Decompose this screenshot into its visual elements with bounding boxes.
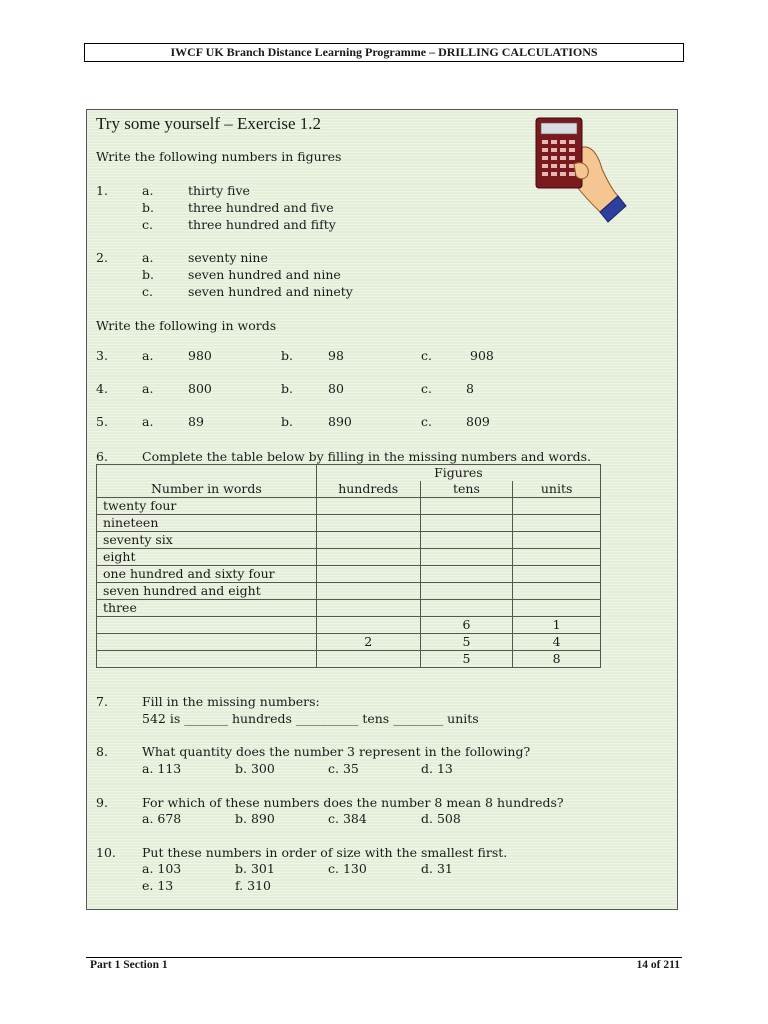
cell-hundreds xyxy=(316,498,420,515)
q2a-text: seventy nine xyxy=(188,250,268,265)
q2c-letter: c. xyxy=(142,284,153,299)
cell-words: nineteen xyxy=(97,515,317,532)
table-row xyxy=(97,498,601,515)
header-tens: tens xyxy=(420,481,513,498)
q8-option-d: d. 13 xyxy=(421,761,453,776)
q9-option-b: b. 890 xyxy=(235,811,275,826)
q9-option-a: a. 678 xyxy=(142,811,182,826)
cell-words: twenty four xyxy=(97,498,317,515)
exercise-title: Try some yourself – Exercise 1.2 xyxy=(96,114,322,133)
cell-words: seven hundred and eight xyxy=(97,583,317,600)
q4b-value: 80 xyxy=(328,381,344,396)
q3c-value: 908 xyxy=(470,348,494,363)
q1a-letter: a. xyxy=(142,183,154,198)
cell-tens: 6 xyxy=(420,617,513,634)
q6-text: Complete the table below by filling in the missing numbers and words. xyxy=(142,449,591,464)
cell-units xyxy=(513,600,601,617)
page-header: IWCF UK Branch Distance Learning Programme – DRILLING CALCULATIONS xyxy=(84,43,684,62)
cell-tens xyxy=(420,583,513,600)
q4-number: 4. xyxy=(96,381,108,396)
cell-tens: 5 xyxy=(420,634,513,651)
q2a-letter: a. xyxy=(142,250,154,265)
q7-text: Fill in the missing numbers: xyxy=(142,694,320,709)
cell-words xyxy=(97,617,317,634)
cell-hundreds xyxy=(316,549,420,566)
q5-number: 5. xyxy=(96,414,108,429)
cell-hundreds xyxy=(316,617,420,634)
cell-units xyxy=(513,583,601,600)
cell-words: three xyxy=(97,600,317,617)
footer-divider xyxy=(86,957,682,958)
table-row xyxy=(97,651,601,668)
header-figures: Figures xyxy=(316,465,600,482)
q9-option-d: d. 508 xyxy=(421,811,461,826)
table-row xyxy=(97,634,601,651)
header-hundreds: hundreds xyxy=(316,481,420,498)
instruction-figures: Write the following numbers in figures xyxy=(96,149,342,164)
q3-number: 3. xyxy=(96,348,108,363)
q1-number: 1. xyxy=(96,183,108,198)
q4c-value: 8 xyxy=(466,381,474,396)
cell-tens: 5 xyxy=(420,651,513,668)
q5a-letter: a. xyxy=(142,414,154,429)
q10-option-a: a. 103 xyxy=(142,861,182,876)
q9-text: For which of these numbers does the number 8 mean 8 hundreds? xyxy=(142,795,564,810)
header-number-in-words: Number in words xyxy=(97,465,317,498)
q10-option-d: d. 31 xyxy=(421,861,453,876)
q7-number: 7. xyxy=(96,694,108,709)
cell-words xyxy=(97,651,317,668)
table-row xyxy=(97,515,601,532)
footer-section: Part 1 Section 1 xyxy=(90,959,168,971)
cell-tens xyxy=(420,532,513,549)
cell-words: eight xyxy=(97,549,317,566)
cell-hundreds xyxy=(316,532,420,549)
q2-number: 2. xyxy=(96,250,108,265)
header-units: units xyxy=(513,481,601,498)
q2b-text: seven hundred and nine xyxy=(188,267,341,282)
q8-text: What quantity does the number 3 represent in the following? xyxy=(142,744,531,759)
cell-units xyxy=(513,515,601,532)
q7-blanks: 542 is _______ hundreds __________ tens ________ units xyxy=(142,711,479,726)
q8-option-a: a. 113 xyxy=(142,761,182,776)
q1c-letter: c. xyxy=(142,217,153,232)
cell-hundreds xyxy=(316,651,420,668)
table-row xyxy=(97,566,601,583)
q1c-text: three hundred and fifty xyxy=(188,217,336,232)
cell-units: 4 xyxy=(513,634,601,651)
q1b-letter: b. xyxy=(142,200,154,215)
cell-units xyxy=(513,566,601,583)
q10-text: Put these numbers in order of size with the smallest first. xyxy=(142,845,508,860)
q9-option-c: c. 384 xyxy=(328,811,367,826)
instruction-words: Write the following in words xyxy=(96,318,277,333)
table-row xyxy=(97,532,601,549)
q10-option-e: e. 13 xyxy=(142,878,174,893)
cell-hundreds xyxy=(316,600,420,617)
q4a-value: 800 xyxy=(188,381,212,396)
q10-number: 10. xyxy=(96,845,116,860)
q8-option-c: c. 35 xyxy=(328,761,359,776)
cell-hundreds: 2 xyxy=(316,634,420,651)
q1b-text: three hundred and five xyxy=(188,200,334,215)
q8-option-b: b. 300 xyxy=(235,761,275,776)
q5c-value: 809 xyxy=(466,414,490,429)
q6-number: 6. xyxy=(96,449,108,464)
calculator-in-hand-icon xyxy=(530,114,630,224)
q3a-value: 980 xyxy=(188,348,212,363)
q4c-letter: c. xyxy=(421,381,432,396)
cell-words: seventy six xyxy=(97,532,317,549)
q10-option-f: f. 310 xyxy=(235,878,271,893)
q10-option-c: c. 130 xyxy=(328,861,367,876)
cell-hundreds xyxy=(316,515,420,532)
cell-units xyxy=(513,498,601,515)
q5c-letter: c. xyxy=(421,414,432,429)
cell-tens xyxy=(420,600,513,617)
cell-hundreds xyxy=(316,583,420,600)
cell-words xyxy=(97,634,317,651)
q3b-value: 98 xyxy=(328,348,344,363)
cell-tens xyxy=(420,549,513,566)
cell-units: 1 xyxy=(513,617,601,634)
cell-units: 8 xyxy=(513,651,601,668)
cell-hundreds xyxy=(316,566,420,583)
cell-units xyxy=(513,549,601,566)
table-row xyxy=(97,583,601,600)
q5b-value: 890 xyxy=(328,414,352,429)
q4a-letter: a. xyxy=(142,381,154,396)
q3c-letter: c. xyxy=(421,348,432,363)
table-row xyxy=(97,600,601,617)
q5a-value: 89 xyxy=(188,414,204,429)
q1a-text: thirty five xyxy=(188,183,250,198)
figures-table xyxy=(96,464,601,668)
q3a-letter: a. xyxy=(142,348,154,363)
q3b-letter: b. xyxy=(281,348,293,363)
q9-number: 9. xyxy=(96,795,108,810)
q2c-text: seven hundred and ninety xyxy=(188,284,353,299)
q8-number: 8. xyxy=(96,744,108,759)
cell-tens xyxy=(420,515,513,532)
cell-tens xyxy=(420,498,513,515)
cell-words: one hundred and sixty four xyxy=(97,566,317,583)
q4b-letter: b. xyxy=(281,381,293,396)
q2b-letter: b. xyxy=(142,267,154,282)
q5b-letter: b. xyxy=(281,414,293,429)
cell-tens xyxy=(420,566,513,583)
table-row xyxy=(97,549,601,566)
q10-option-b: b. 301 xyxy=(235,861,275,876)
table-row xyxy=(97,617,601,634)
footer-page-number: 14 of 211 xyxy=(636,959,680,971)
cell-units xyxy=(513,532,601,549)
